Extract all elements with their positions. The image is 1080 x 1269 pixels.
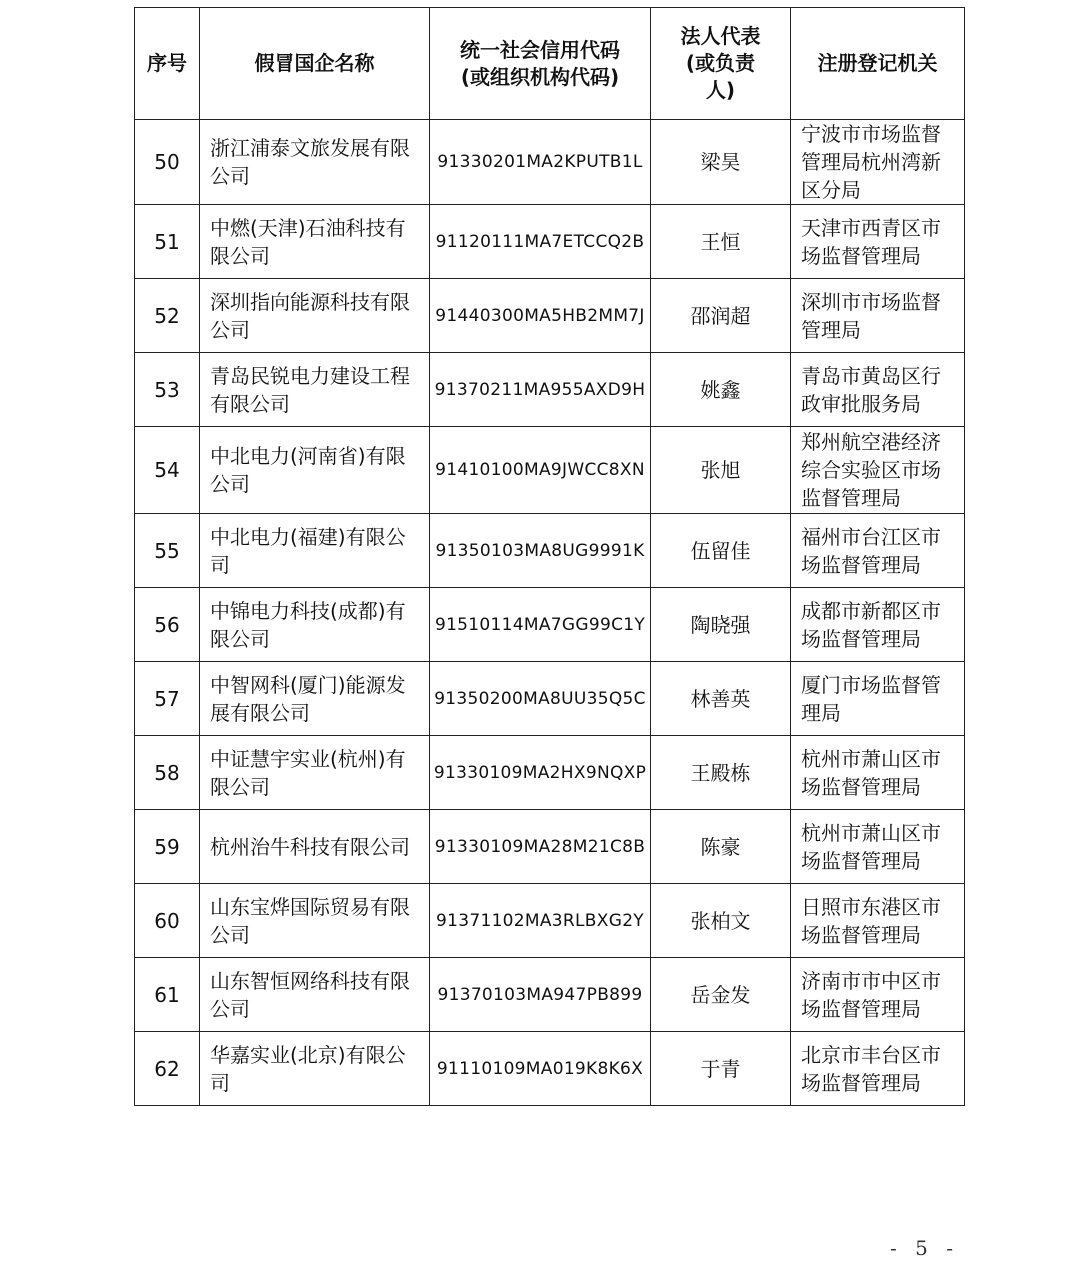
row-company-name: 浙江浦泰文旅发展有限公司 [200,120,430,205]
row-legal-rep: 伍留佳 [651,514,791,588]
table-row [135,736,965,810]
table-row [135,1032,965,1106]
row-seq: 59 [135,810,200,884]
row-legal-rep: 林善英 [651,662,791,736]
table-row [135,958,965,1032]
row-authority: 成都市新都区市场监督管理局 [791,588,965,662]
row-seq: 54 [135,427,200,514]
row-authority: 郑州航空港经济综合实验区市场监督管理局 [791,427,965,514]
row-company-name: 中锦电力科技(成都)有限公司 [200,588,430,662]
header-rep [651,8,791,120]
row-legal-rep: 于青 [651,1032,791,1106]
row-seq: 50 [135,120,200,205]
table-row [135,810,965,884]
row-authority: 北京市丰台区市场监督管理局 [791,1032,965,1106]
row-company-name: 中证慧宇实业(杭州)有限公司 [200,736,430,810]
row-company-name: 华嘉实业(北京)有限公司 [200,1032,430,1106]
header-authority: 注册登记机关 [791,8,965,120]
row-authority: 日照市东港区市场监督管理局 [791,884,965,958]
row-authority: 杭州市萧山区市场监督管理局 [791,736,965,810]
row-credit-code: 91120111MA7ETCCQ2B [430,205,651,279]
row-authority: 天津市西青区市场监督管理局 [791,205,965,279]
table-row [135,884,965,958]
table-row [135,662,965,736]
row-seq: 55 [135,514,200,588]
row-authority: 宁波市市场监督管理局杭州湾新区分局 [791,120,965,205]
row-credit-code: 91370103MA947PB899 [430,958,651,1032]
row-company-name: 杭州治牛科技有限公司 [200,810,430,884]
row-credit-code: 91350200MA8UU35Q5C [430,662,651,736]
row-company-name: 中北电力(河南省)有限公司 [200,427,430,514]
row-seq: 53 [135,353,200,427]
row-credit-code: 91371102MA3RLBXG2Y [430,884,651,958]
header-rep-line1: 法人代表 [680,24,761,48]
row-company-name: 中燃(天津)石油科技有限公司 [200,205,430,279]
table-row [135,279,965,353]
row-credit-code: 91410100MA9JWCC8XN [430,427,651,514]
row-company-name: 中北电力(福建)有限公司 [200,514,430,588]
page-number: - 5 - [890,1236,959,1260]
row-credit-code: 91330201MA2KPUTB1L [430,120,651,205]
row-company-name: 山东宝烨国际贸易有限公司 [200,884,430,958]
row-authority: 深圳市市场监督管理局 [791,279,965,353]
row-legal-rep: 王恒 [651,205,791,279]
row-seq: 52 [135,279,200,353]
row-seq: 51 [135,205,200,279]
row-legal-rep: 梁昊 [651,120,791,205]
row-legal-rep: 张柏文 [651,884,791,958]
row-legal-rep: 邵润超 [651,279,791,353]
row-company-name: 中智网科(厦门)能源发展有限公司 [200,662,430,736]
table-row [135,205,965,279]
table-row [135,514,965,588]
row-seq: 62 [135,1032,200,1106]
row-authority: 济南市市中区市场监督管理局 [791,958,965,1032]
row-credit-code: 91330109MA2HX9NQXP [430,736,651,810]
header-code-line2: (或组织机构代码) [460,64,620,89]
row-authority: 厦门市场监督管理局 [791,662,965,736]
header-code-line1: 统一社会信用代码 [460,37,620,62]
header-rep-line3: 人) [705,78,736,102]
table-row [135,120,965,205]
row-legal-rep: 王殿栋 [651,736,791,810]
row-credit-code: 91330109MA28M21C8B [430,810,651,884]
row-credit-code: 91110109MA019K8K6X [430,1032,651,1106]
row-company-name: 深圳指向能源科技有限公司 [200,279,430,353]
row-seq: 60 [135,884,200,958]
row-legal-rep: 陶晓强 [651,588,791,662]
table-row [135,353,965,427]
row-seq: 56 [135,588,200,662]
row-credit-code: 91370211MA955AXD9H [430,353,651,427]
row-seq: 57 [135,662,200,736]
table-row [135,588,965,662]
company-table [134,7,965,1106]
row-legal-rep: 姚鑫 [651,353,791,427]
header-name: 假冒国企名称 [200,8,430,120]
header-row [135,8,965,120]
row-legal-rep: 岳金发 [651,958,791,1032]
header-seq: 序号 [135,8,200,120]
row-legal-rep: 陈豪 [651,810,791,884]
row-company-name: 山东智恒网络科技有限公司 [200,958,430,1032]
row-authority: 青岛市黄岛区行政审批服务局 [791,353,965,427]
row-seq: 58 [135,736,200,810]
row-credit-code: 91510114MA7GG99C1Y [430,588,651,662]
row-company-name: 青岛民锐电力建设工程有限公司 [200,353,430,427]
header-code [430,8,651,120]
row-legal-rep: 张旭 [651,427,791,514]
row-seq: 61 [135,958,200,1032]
row-credit-code: 91350103MA8UG9991K [430,514,651,588]
header-rep-line2: (或负责 [685,51,756,75]
row-authority: 杭州市萧山区市场监督管理局 [791,810,965,884]
table-row [135,427,965,514]
row-authority: 福州市台江区市场监督管理局 [791,514,965,588]
table-body [135,120,965,1106]
row-credit-code: 91440300MA5HB2MM7J [430,279,651,353]
